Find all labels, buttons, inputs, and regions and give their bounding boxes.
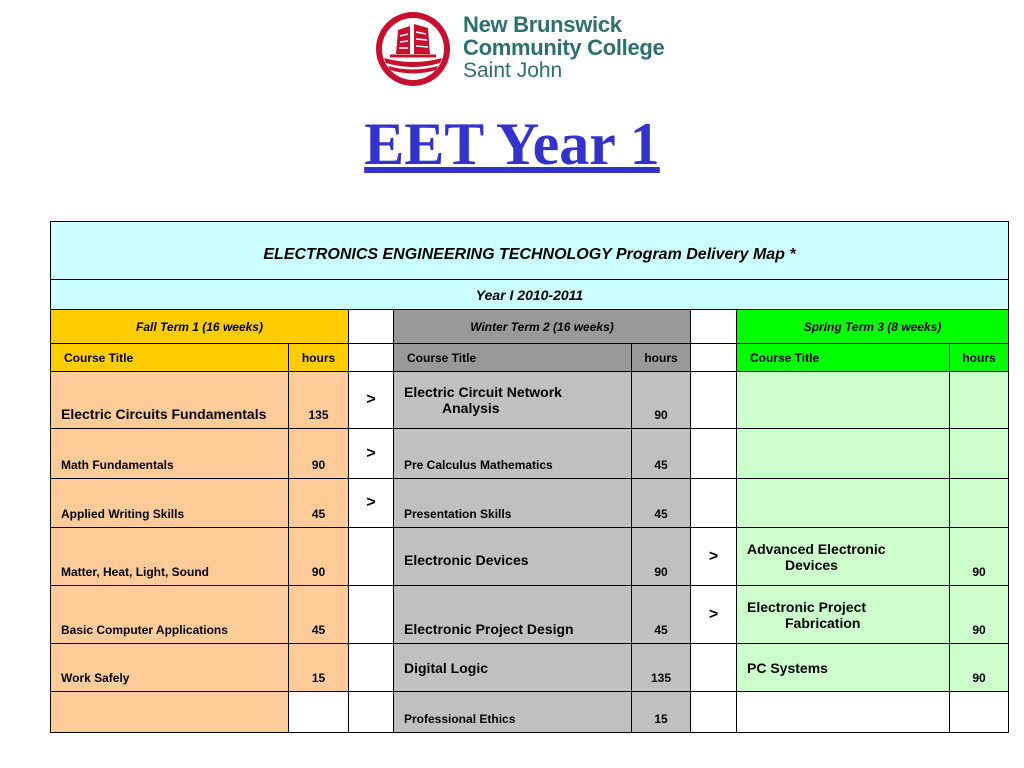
progression-arrow: > (349, 479, 394, 528)
winter-course-line-1: Electric Circuit Network (404, 384, 562, 400)
spring-course: PC Systems (737, 644, 950, 692)
fall-hours: 90 (289, 429, 349, 479)
spring-course (737, 586, 950, 644)
spring-hours (950, 372, 1009, 429)
spacer-cell (691, 310, 737, 344)
winter-course: Electronic Devices (394, 528, 632, 586)
spring-hours-header: hours (950, 344, 1009, 372)
fall-course: Electric Circuits Fundamentals (51, 372, 289, 429)
ship-emblem-icon (370, 10, 456, 88)
table-row (51, 479, 1009, 528)
fall-hours: 45 (289, 479, 349, 528)
program-delivery-map (50, 221, 1009, 733)
winter-course: Pre Calculus Mathematics (394, 429, 632, 479)
progression-arrow (691, 479, 737, 528)
winter-course (394, 372, 632, 429)
spring-hours: 90 (950, 528, 1009, 586)
page-title: EET Year 1 (364, 111, 660, 177)
spring-hours (950, 479, 1009, 528)
fall-hours: 135 (289, 372, 349, 429)
winter-course: Digital Logic (394, 644, 632, 692)
winter-hours: 90 (632, 528, 691, 586)
progression-arrow: > (349, 429, 394, 479)
fall-course-title-header: Course Title (51, 344, 289, 372)
fall-term-header: Fall Term 1 (16 weeks) (51, 310, 349, 344)
spring-course (737, 429, 950, 479)
spring-hours (950, 692, 1009, 733)
spring-course-title-header: Course Title (737, 344, 950, 372)
winter-course-line-2: Analysis (442, 400, 500, 416)
spring-course (737, 372, 950, 429)
spring-course-line-2: Fabrication (785, 614, 861, 631)
fall-hours (289, 692, 349, 733)
fall-course: Applied Writing Skills (51, 479, 289, 528)
fall-course (51, 692, 289, 733)
fall-course: Work Safely (51, 644, 289, 692)
fall-hours: 45 (289, 586, 349, 644)
winter-course: Electronic Project Design (394, 586, 632, 644)
fall-course: Matter, Heat, Light, Sound (51, 528, 289, 586)
fall-course: Math Fundamentals (51, 429, 289, 479)
progression-arrow: > (691, 528, 737, 586)
table-row (51, 429, 1009, 479)
spring-course-line-2: Devices (785, 556, 838, 573)
winter-hours: 45 (632, 429, 691, 479)
winter-hours: 15 (632, 692, 691, 733)
winter-hours-header: hours (632, 344, 691, 372)
spring-hours (950, 429, 1009, 479)
spacer-cell (691, 344, 737, 372)
college-name (463, 14, 664, 83)
fall-hours-header: hours (289, 344, 349, 372)
progression-arrow: > (691, 586, 737, 644)
progression-arrow (349, 586, 394, 644)
fall-hours: 15 (289, 644, 349, 692)
logo-line-3: Saint John (463, 59, 563, 82)
fall-hours: 90 (289, 528, 349, 586)
spring-term-header: Spring Term 3 (8 weeks) (737, 310, 1009, 344)
map-year: Year I 2010-2011 (51, 280, 1009, 310)
spacer-cell (349, 310, 394, 344)
progression-arrow (349, 644, 394, 692)
progression-arrow (691, 429, 737, 479)
spring-hours: 90 (950, 644, 1009, 692)
winter-course: Professional Ethics (394, 692, 632, 733)
spring-course-line-1: Electronic Project (747, 598, 867, 615)
table-row (51, 372, 1009, 429)
table-row (51, 586, 1009, 644)
winter-hours: 90 (632, 372, 691, 429)
progression-arrow (349, 692, 394, 733)
map-title: ELECTRONICS ENGINEERING TECHNOLOGY Program Delivery Map * (51, 222, 1009, 280)
progression-arrow: > (349, 372, 394, 429)
winter-term-header: Winter Term 2 (16 weeks) (394, 310, 691, 344)
winter-hours: 45 (632, 479, 691, 528)
spring-hours: 90 (950, 586, 1009, 644)
progression-arrow (691, 692, 737, 733)
table-row (51, 528, 1009, 586)
winter-hours: 135 (632, 644, 691, 692)
spring-course-line-1: Advanced Electronic (747, 540, 886, 557)
progression-arrow (691, 372, 737, 429)
progression-arrow (691, 644, 737, 692)
winter-course: Presentation Skills (394, 479, 632, 528)
winter-course-title-header: Course Title (394, 344, 632, 372)
table-row (51, 692, 1009, 733)
college-logo (370, 10, 680, 90)
logo-line-2: Community College (463, 35, 665, 60)
spring-course (737, 528, 950, 586)
progression-arrow (349, 528, 394, 586)
winter-hours: 45 (632, 586, 691, 644)
spring-course (737, 479, 950, 528)
fall-course: Basic Computer Applications (51, 586, 289, 644)
spring-course (737, 692, 950, 733)
logo-line-1: New Brunswick (463, 12, 622, 37)
table-row (51, 644, 1009, 692)
spacer-cell (349, 344, 394, 372)
